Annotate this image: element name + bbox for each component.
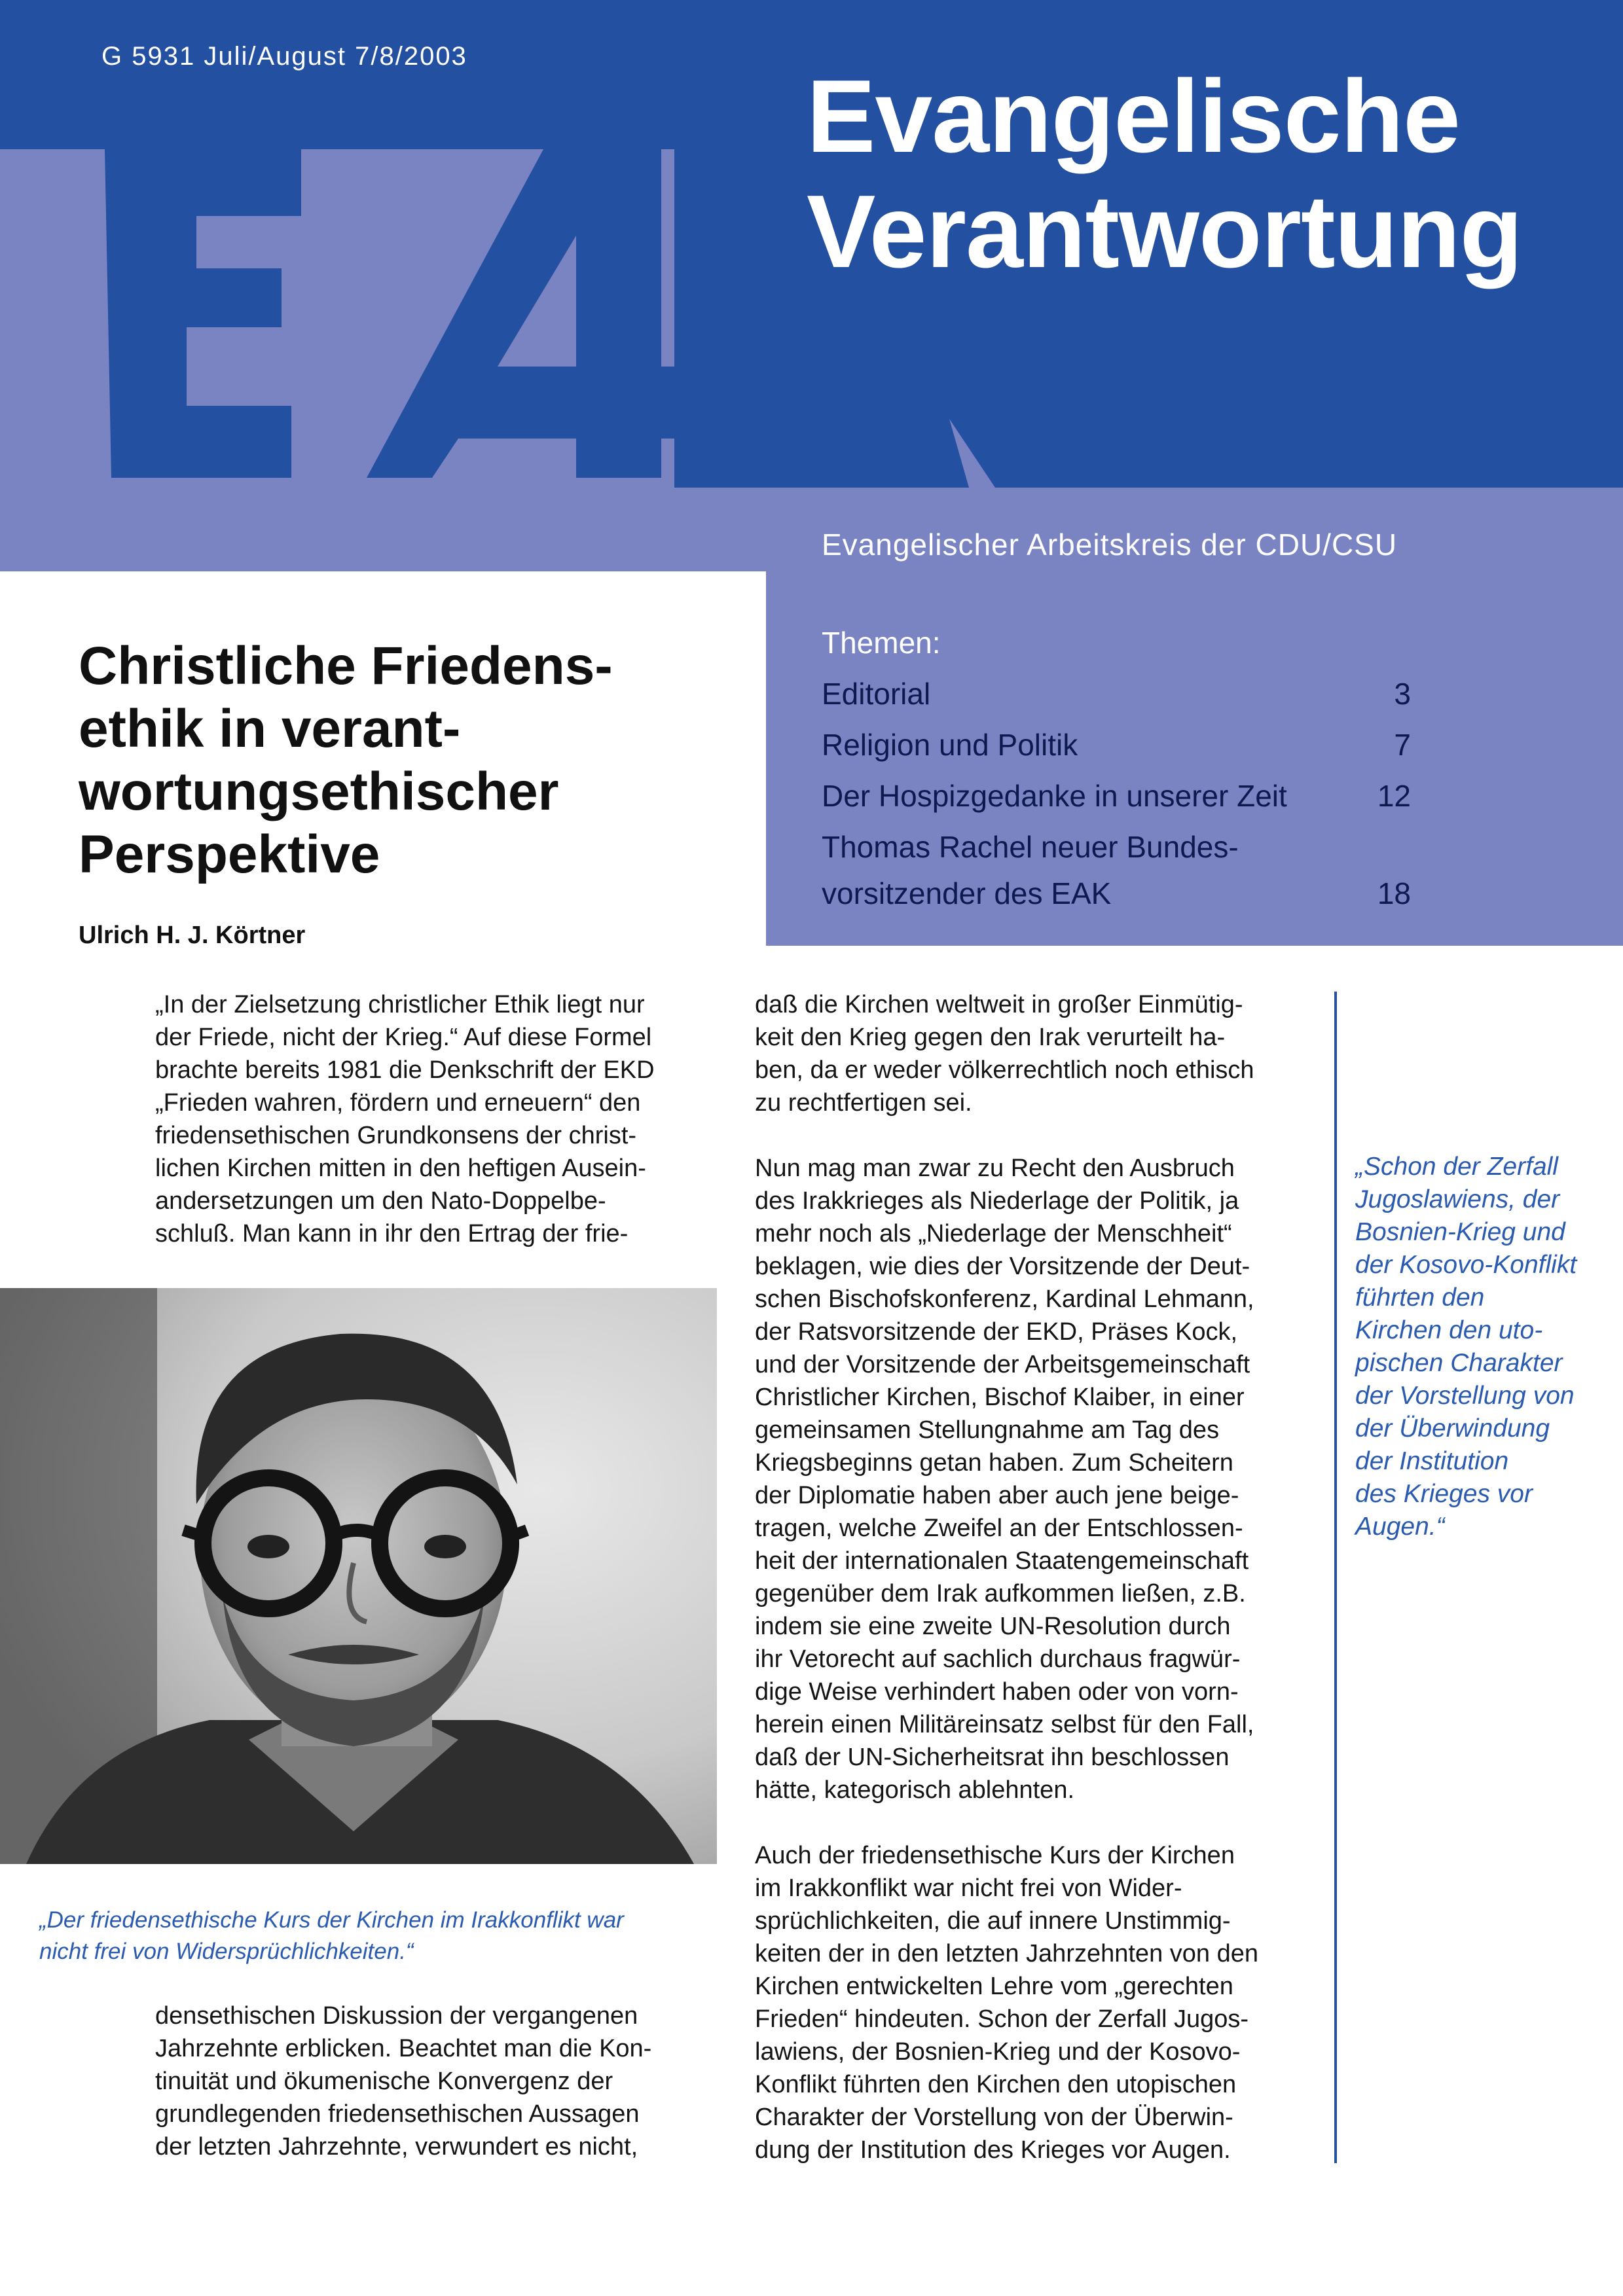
text-line: der Friede, nicht der Krieg.“ Auf diese Formel <box>155 1024 652 1051</box>
magazine-title <box>807 59 1522 289</box>
text-line: hätte, kategorisch ablehnten. <box>755 1776 1075 1804</box>
toc-item[interactable] <box>822 722 1411 768</box>
article-title <box>79 635 753 886</box>
toc-item-page: 3 <box>1394 677 1411 711</box>
toc-item-page: 7 <box>1394 728 1411 762</box>
text-line: ihr Vetorecht auf sachlich durchaus fragwür- <box>755 1645 1241 1673</box>
text-line: dung der Institution des Krieges vor Augen. <box>755 2136 1231 2164</box>
article-column-2 <box>755 988 1313 2199</box>
text-line: Kirchen entwickelten Lehre vom „gerechten <box>755 1973 1233 2000</box>
text-line: Charakter der Vorstellung von der Überwin- <box>755 2104 1233 2131</box>
text-line: ben, da er weder völkerrechtlich noch ethisch <box>755 1056 1254 1084</box>
pull-quote-line: des Krieges vor <box>1355 1480 1533 1508</box>
text-line: im Irakkonflikt war nicht frei von Wider- <box>755 1874 1182 1902</box>
pull-quote-line: der Institution <box>1355 1447 1509 1475</box>
text-line: zu rechtfertigen sei. <box>755 1089 972 1117</box>
paragraph <box>755 988 1313 1119</box>
paragraph <box>755 1839 1313 2166</box>
pull-quote-line: führten den <box>1355 1283 1485 1312</box>
text-line: Christlicher Kirchen, Bischof Klaiber, in einer <box>755 1384 1245 1411</box>
text-line: indem sie eine zweite UN-Resolution durch <box>755 1613 1231 1640</box>
toc-item-label: Religion und Politik <box>822 728 1078 762</box>
text-line: tinuität und ökumenische Konvergenz der <box>155 2068 613 2095</box>
article-title-line: Christliche Friedens- <box>79 636 613 696</box>
text-line: Nun mag man zwar zu Recht den Ausbruch <box>755 1155 1235 1182</box>
text-line: der Ratsvorsitzende der EKD, Präses Kock, <box>755 1318 1238 1346</box>
text-line: heit der internationalen Staatengemeinschaft <box>755 1547 1249 1575</box>
paragraph <box>755 1152 1313 1806</box>
text-line: schluß. Man kann in ihr den Ertrag der frie- <box>155 1220 629 1247</box>
text-line: schen Bischofskonferenz, Kardinal Lehmann, <box>755 1285 1254 1313</box>
author-portrait-photo <box>0 1288 717 1864</box>
pull-quote-line: der Kosovo-Konflikt <box>1355 1251 1577 1279</box>
text-line: gemeinsamen Stellungnahme am Tag des <box>755 1416 1220 1444</box>
themen-heading: Themen: <box>822 626 941 660</box>
magazine-title-line: Evangelische <box>807 59 1460 174</box>
text-line: andersetzungen um den Nato-Doppelbe- <box>155 1187 606 1215</box>
toc-item[interactable] <box>822 870 1411 916</box>
magazine-title-line: Verantwortung <box>807 174 1523 289</box>
text-line: daß die Kirchen weltweit in großer Einmütig- <box>755 991 1243 1018</box>
article-title-line: ethik in verant- <box>79 699 461 759</box>
text-line: keit den Krieg gegen den Irak verurteilt ha- <box>755 1024 1226 1051</box>
pull-quote-line: „Schon der Zerfall <box>1355 1153 1558 1181</box>
pull-quote-line: der Vorstellung von <box>1355 1382 1575 1410</box>
text-line: mehr noch als „Niederlage der Menschheit“ <box>755 1220 1232 1247</box>
text-line: sprüchlichkeiten, die auf innere Unstimmig- <box>755 1907 1231 1935</box>
text-line: der letzten Jahrzehnte, verwundert es nicht, <box>155 2133 638 2161</box>
article-column-1-bottom <box>155 2000 715 2163</box>
text-line: Frieden“ hindeuten. Schon der Zerfall Jugos- <box>755 2005 1249 2033</box>
text-line: daß der UN-Sicherheitsrat ihn beschlossen <box>755 1744 1230 1771</box>
toc-item-label: Thomas Rachel neuer Bundes- <box>822 830 1239 864</box>
caption-line: nicht frei von Widersprüchlichkeiten.“ <box>39 1939 414 1964</box>
pull-quote-line: Augen.“ <box>1355 1513 1445 1541</box>
article-column-1-top <box>155 988 715 1250</box>
pull-quote <box>1355 1151 1617 1543</box>
pull-quote-line: der Überwindung <box>1355 1414 1550 1443</box>
text-line: Jahrzehnte erblicken. Beachtet man die Kon- <box>155 2035 652 2062</box>
text-line: Kriegsbeginns getan haben. Zum Scheitern <box>755 1449 1233 1477</box>
text-line: herein einen Militäreinsatz selbst für den Fall, <box>755 1711 1254 1738</box>
text-line: brachte bereits 1981 die Denkschrift der EKD <box>155 1056 655 1084</box>
text-line: grundlegenden friedensethischen Aussagen <box>155 2100 640 2128</box>
text-line: lichen Kirchen mitten in den heftigen Ausein- <box>155 1155 646 1182</box>
pull-quote-line: Jugoslawiens, der <box>1355 1185 1560 1213</box>
text-line: friedensethischen Grundkonsens der christ- <box>155 1122 637 1149</box>
pull-quote-line: pischen Charakter <box>1355 1349 1563 1377</box>
toc-item-label: Der Hospizgedanke in unserer Zeit <box>822 779 1287 813</box>
text-line: „In der Zielsetzung christlicher Ethik liegt nur <box>155 991 645 1018</box>
text-line: beklagen, wie dies der Vorsitzende der Deut- <box>755 1253 1250 1280</box>
photo-caption <box>39 1905 694 1967</box>
text-line: Auch der friedensethische Kurs der Kirchen <box>755 1842 1235 1869</box>
logo-letter-a <box>367 149 707 478</box>
issue-line: G 5931 Juli/August 7/8/2003 <box>101 42 467 71</box>
pull-quote-line: Bosnien-Krieg und <box>1355 1218 1565 1246</box>
text-line: des Irakkrieges als Niederlage der Politik, ja <box>755 1187 1239 1215</box>
toc-item-page: 12 <box>1377 779 1411 813</box>
column-divider <box>1334 992 1337 2163</box>
pull-quote-line: Kirchen den uto- <box>1355 1316 1543 1344</box>
toc-item-page: 18 <box>1377 876 1411 910</box>
article-title-line: Perspektive <box>79 825 380 884</box>
text-line: „Frieden wahren, fördern und erneuern“ den <box>155 1089 641 1117</box>
text-line: und der Vorsitzende der Arbeitsgemeinschaft <box>755 1351 1250 1378</box>
text-line: Konflikt führten den Kirchen den utopischen <box>755 2071 1237 2098</box>
toc-item[interactable] <box>822 671 1411 717</box>
text-line: tragen, welche Zweifel an der Entschlossen- <box>755 1515 1243 1542</box>
toc-item[interactable] <box>822 824 1411 870</box>
toc-item-label: vorsitzender des EAK <box>822 876 1112 910</box>
toc-item[interactable] <box>822 773 1411 819</box>
text-line: densethischen Diskussion der vergangenen <box>155 2002 638 2030</box>
logo-letter-e <box>105 149 301 478</box>
text-line: dige Weise verhindert haben oder von vorn- <box>755 1678 1239 1706</box>
caption-line: „Der friedensethische Kurs der Kirchen im Irakkonflikt war <box>39 1907 624 1933</box>
organization-name: Evangelischer Arbeitskreis der CDU/CSU <box>822 528 1398 562</box>
text-line: der Diplomatie haben aber auch jene beige- <box>755 1482 1239 1509</box>
toc-item-label: Editorial <box>822 677 931 711</box>
article-title-line: wortungsethischer <box>79 762 559 821</box>
article-author: Ulrich H. J. Körtner <box>79 922 306 949</box>
text-line: lawiens, der Bosnien-Krieg und der Kosovo- <box>755 2038 1241 2066</box>
text-line: gegenüber dem Irak aufkommen ließen, z.B. <box>755 1580 1246 1607</box>
text-line: keiten der in den letzten Jahrzehnten von den <box>755 1940 1258 1967</box>
